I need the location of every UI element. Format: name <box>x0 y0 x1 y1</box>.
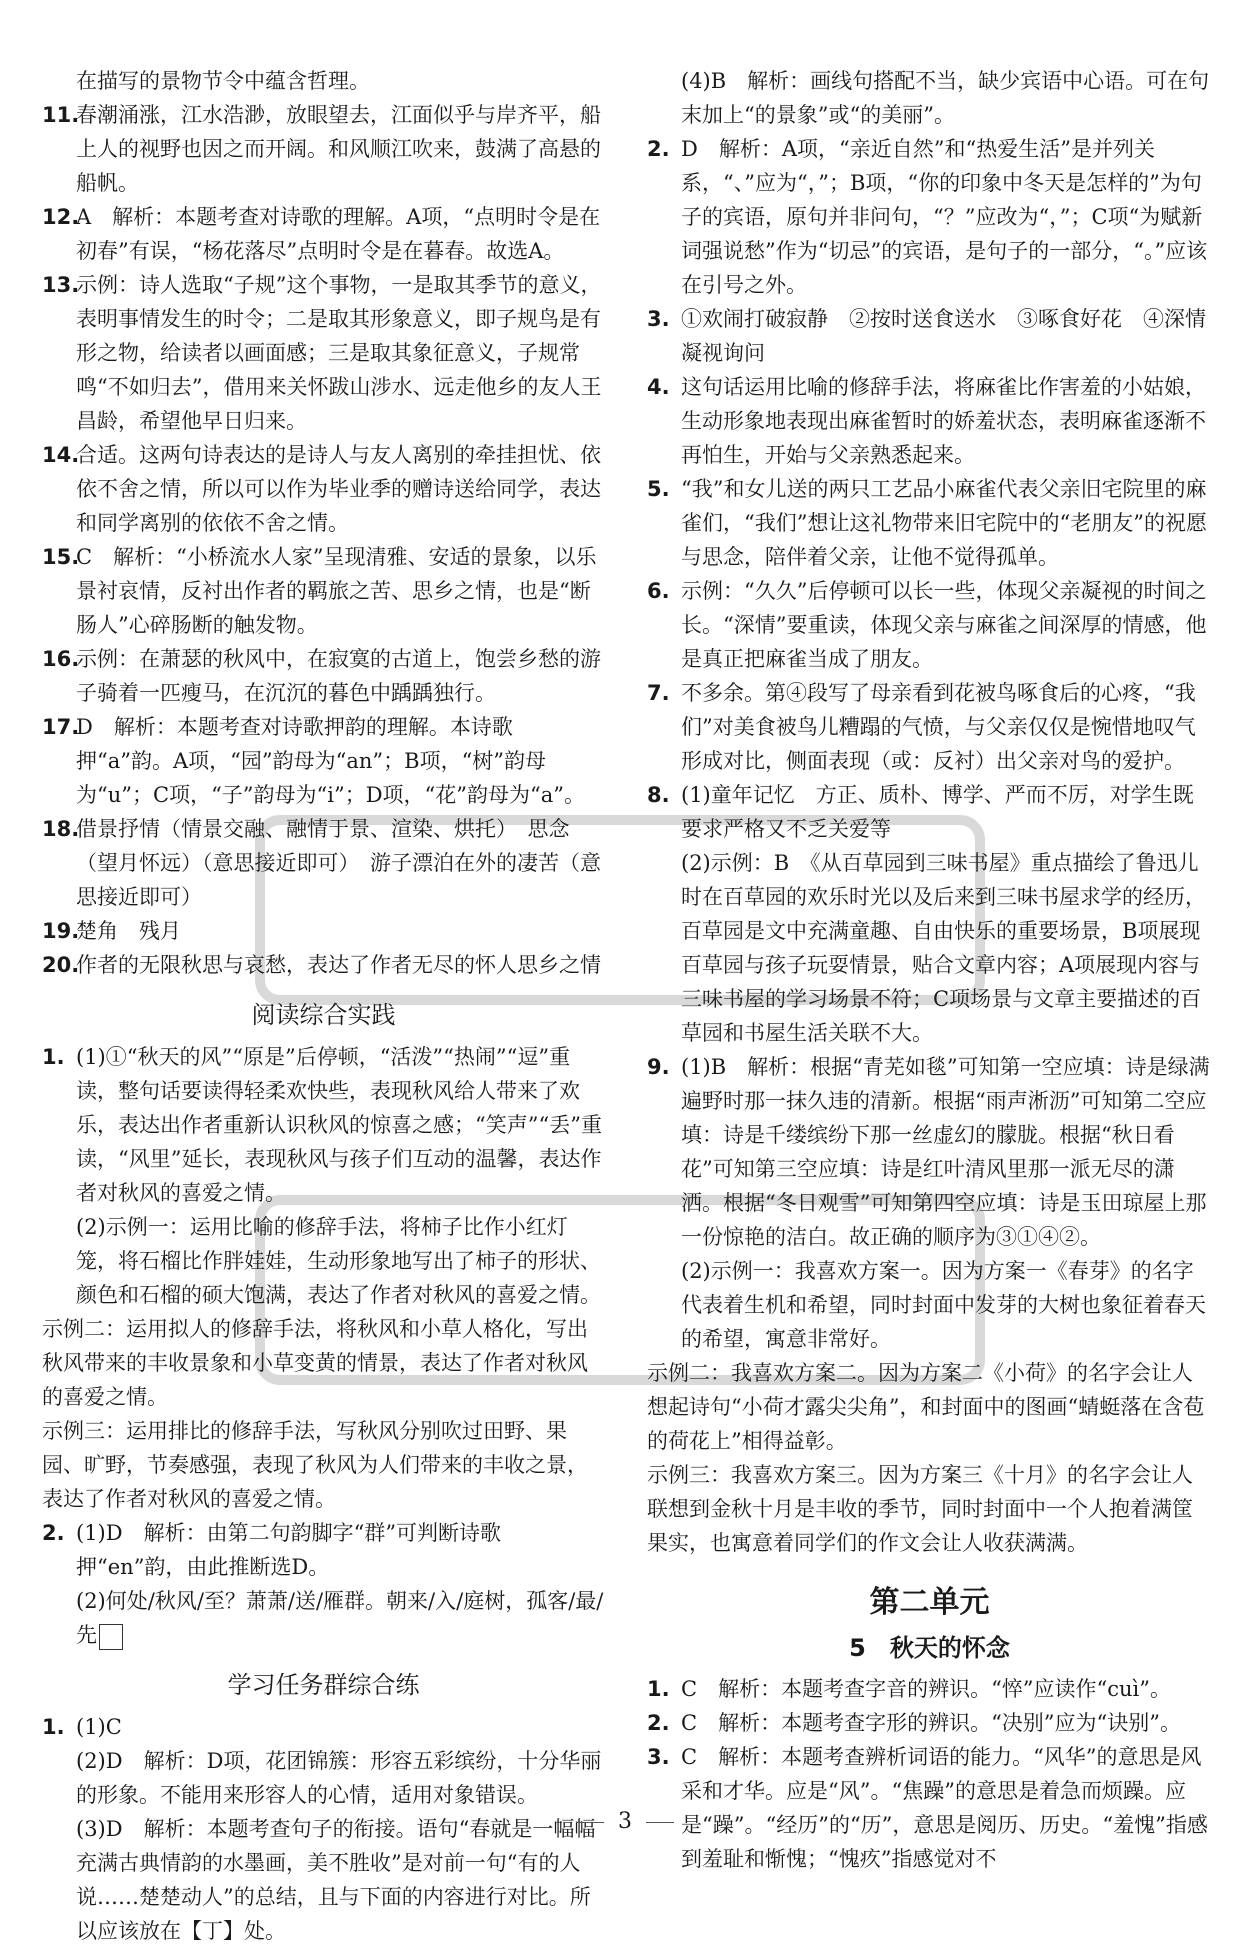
answer-number: 7. <box>647 681 670 705</box>
answer-part: 示例二：运用拟人的修辞手法，将秋风和小草人格化，写出秋风带来的丰收景象和小草变黄的情景，表达了作者对秋风的喜爱之情。 <box>42 1317 588 1409</box>
answer-text: D 解析：本题考查对诗歌押韵的理解。本诗歌押“a”韵。A项，“园”韵母为“an”；B项，“树”韵母为“u”；C项，“子”韵母为“i”；D项，“花”韵母为“a”。 <box>76 715 586 807</box>
answer-number: 15. <box>42 545 80 569</box>
answer-part: (3)D 解析：本题考查句子的衔接。语句“春就是一幅幅充满古典情韵的水墨画，美不胜收”是对前一句“有的人说……楚楚动人”的总结，且与下面的内容进行对比。所以应该放在【丁】处。 <box>76 1817 596 1943</box>
answer-item <box>647 778 1212 1050</box>
page-number-text: 3 <box>618 1809 632 1834</box>
answer-item <box>42 438 605 540</box>
answer-item <box>42 1040 605 1312</box>
answer-number: 18. <box>42 817 80 841</box>
answer-item <box>42 914 605 948</box>
answer-number: 3. <box>647 307 670 331</box>
answer-text: C 解析：本题考查字形的辨识。“决别”应为“诀别”。 <box>681 1711 1182 1735</box>
answer-item <box>42 98 605 200</box>
answer-list <box>647 1672 1212 1876</box>
section-title-reading: 阅读综合实践 <box>251 1001 396 1029</box>
lesson-title: 5 秋天的怀念 <box>849 1634 1010 1662</box>
answer-item <box>647 1672 1212 1706</box>
answer-number: 9. <box>647 1055 670 1079</box>
answer-text: 作者的无限秋思与哀愁，表达了作者无尽的怀人思乡之情 <box>76 953 601 977</box>
answer-part: (1)D 解析：由第二句韵脚字“群”可判断诗歌押“en”韵，由此推断选D。 <box>76 1521 502 1579</box>
answer-number: 2. <box>647 137 670 161</box>
answer-part: (2)示例：B 《从百草园到三味书屋》重点描绘了鲁迅儿时在百草园的欢乐时光以及后来到三味书屋求学的经历，百草园是文中充满童趣、自由快乐的重要场景，B项展现百草园与孩子玩耍情景，贴合文章内容；A项展现内容与三味书屋的学习场景不符；C项场景与文章主要描述的百草园和书屋生活关联不大。 <box>681 851 1206 1045</box>
poem-text: (2)何处/秋风/至？萧萧/送/雁群。朝来/入/庭树，孤客/最/先 <box>76 1589 604 1647</box>
answer-text: 不多余。第④段写了母亲看到花被鸟啄食后的心疼，“我们”对美食被鸟儿糟蹋的气愤，与父亲仅仅是惋惜地叹气形成对比，侧面表现（或：反衬）出父亲对鸟的爱护。 <box>681 681 1196 773</box>
blank-box <box>99 1624 123 1650</box>
answer-part: (1)C <box>76 1715 122 1739</box>
answer-item <box>647 676 1212 778</box>
answer-list <box>647 132 1212 778</box>
left-column <box>42 64 605 1948</box>
answer-text: C 解析：本题考查字音的辨识。“悴”应读作“cuì”。 <box>681 1677 1172 1701</box>
answer-text: A 解析：本题考查对诗歌的理解。A项，“点明时令是在初春”有误，“杨花落尽”点明时令是在暮春。故选A。 <box>76 205 601 263</box>
answer-part: (2)示例一：我喜欢方案一。因为方案一《春芽》的名字代表着生机和希望，同时封面中发芽的大树也象征着春天的希望，寓意非常好。 <box>681 1259 1206 1351</box>
continued-paragraph <box>647 64 1212 132</box>
right-column <box>647 64 1212 1876</box>
answer-part <box>76 1584 605 1652</box>
answer-item <box>647 302 1212 370</box>
answer-text: 春潮涌涨，江水浩渺，放眼望去，江面似乎与岸齐平，船上人的视野也因之而开阔。和风顺江吹来，鼓满了高悬的船帆。 <box>76 103 601 195</box>
answer-item <box>647 472 1212 574</box>
answer-text: 示例：在萧瑟的秋风中，在寂寞的古道上，饱尝乡愁的游子骑着一匹瘦马，在沉沉的暮色中踽踽独行。 <box>76 647 601 705</box>
page-number <box>0 1805 1250 1839</box>
answer-number: 4. <box>647 375 670 399</box>
answer-item <box>42 540 605 642</box>
answer-number: 14. <box>42 443 80 467</box>
answer-number: 13. <box>42 273 80 297</box>
answer-part: 示例三：运用排比的修辞手法，写秋风分别吹过田野、果园、旷野，节奏感强，表现了秋风为人们带来的丰收之景，表达了作者对秋风的喜爱之情。 <box>42 1419 588 1511</box>
continued-paragraph <box>42 64 605 98</box>
answer-part: (1)童年记忆 方正、质朴、博学、严而不厉，对学生既要求严格又不乏关爱等 <box>681 783 1194 841</box>
answer-example <box>647 1356 1212 1560</box>
answer-text: ①欢闹打破寂静 ②按时送食送水 ③啄食好花 ④深情凝视询问 <box>681 307 1206 365</box>
answer-number: 5. <box>647 477 670 501</box>
answer-number: 2. <box>647 1711 670 1735</box>
answer-part: (2)D 解析：D项，花团锦簇：形容五彩缤纷，十分华丽的形象。不能用来形容人的心情，适用对象错误。 <box>76 1749 602 1807</box>
answer-item <box>42 642 605 710</box>
answer-number: 12. <box>42 205 80 229</box>
answer-text: 合适。这两句诗表达的是诗人与友人离别的牵挂担忧、依依不舍之情，所以可以作为毕业季的赠诗送给同学，表达和同学离别的依依不舍之情。 <box>76 443 601 535</box>
answer-number: 1. <box>42 1715 65 1739</box>
answer-part: (1)B 解析：根据“青芜如毯”可知第一空应填：诗是绿满遍野时那一抹久违的清新。根据“雨声淅沥”可知第二空应填：诗是千缕缤纷下那一丝虚幻的朦胧。根据“秋日看花”可知第三空应填：诗是红叶清风里那一派无尽的潇洒。根据“冬日观雪”可知第四空应填：诗是玉田琼屋上那一份惊艳的洁白。故正确的顺序为③①④②。 <box>681 1055 1210 1249</box>
answer-number: 6. <box>647 579 670 603</box>
answer-text: C 解析：本题考查辨析词语的能力。“风华”的意思是风采和才华。应是“风”。“焦躁”的意思是着急而烦躁。应是“躁”。“经历”的“历”，意思是阅历、历史。“羞愧”指感到羞耻和惭愧；“愧疚”指感觉对不 <box>681 1745 1208 1871</box>
answer-text: 示例：诗人选取“子规”这个事物，一是取其季节的意义，表明事情发生的时令；二是取其形象意义，即子规鸟是有形之物，给读者以画面感；三是取其象征意义，子规常鸣“不如归去”，借用来关怀跋山涉水、远走他乡的友人王昌龄，希望他早日归来。 <box>76 273 602 433</box>
answer-number: 17. <box>42 715 80 739</box>
answer-item <box>647 132 1212 302</box>
continued-text: 在描写的景物节令中蕴含哲理。 <box>76 69 370 93</box>
answer-item <box>42 1516 605 1652</box>
answer-example <box>42 1312 605 1516</box>
answer-item <box>647 1050 1212 1356</box>
answer-text: 示例：“久久”后停顿可以长一些，体现父亲凝视的时间之长。“深情”要重读，体现父亲与麻雀之间深厚的情感，他是真正把麻雀当成了朋友。 <box>681 579 1207 671</box>
answer-part: (2)示例一：运用比喻的修辞手法，将柿子比作小红灯笼，将石榴比作胖娃娃，生动形象地写出了柿子的形状、颜色和石榴的硕大饱满，表达了作者对秋风的喜爱之情。 <box>76 1215 601 1307</box>
answer-number: 1. <box>42 1045 65 1069</box>
answer-text: “我”和女儿送的两只工艺品小麻雀代表父亲旧宅院里的麻雀们，“我们”想让这礼物带来旧宅院中的“老朋友”的祝愿与思念，陪伴着父亲，让他不觉得孤单。 <box>681 477 1207 569</box>
answer-number: 19. <box>42 919 80 943</box>
answer-number: 8. <box>647 783 670 807</box>
answer-number: 1. <box>647 1677 670 1701</box>
answer-item <box>42 948 605 982</box>
section-title-practice: 学习任务群综合练 <box>227 1671 420 1699</box>
answer-text: C 解析：“小桥流水人家”呈现清雅、安适的景象，以乐景衬哀情，反衬出作者的羁旅之苦、思乡之情，也是“断肠人”心碎肠断的触发物。 <box>76 545 597 637</box>
answer-number: 2. <box>42 1521 65 1545</box>
answer-part: 示例三：我喜欢方案三。因为方案三《十月》的名字会让人联想到金秋十月是丰收的季节，同时封面中一个人抱着满筐果实，也寓意着同学们的作文会让人收获满满。 <box>647 1463 1193 1555</box>
answer-list <box>42 98 605 982</box>
continued-text: (4)B 解析：画线句搭配不当，缺少宾语中心语。可在句末加上“的景象”或“的美丽”。 <box>681 69 1210 127</box>
answer-item <box>647 370 1212 472</box>
page-dash-left <box>576 1822 604 1823</box>
answer-number: 11. <box>42 103 80 127</box>
unit-title: 第二单元 <box>869 1585 990 1620</box>
answer-part: (1)①“秋天的风”“原是”后停顿，“活泼”“热闹”“逗”重读，整句话要读得轻柔欢快些，表现秋风给人带来了欢乐，表达出作者重新认识秋风的惊喜之感；“笑声”“丢”重读，“风里”延长，表现秋风与孩子们互动的温馨，表达作者对秋风的喜爱之情。 <box>76 1045 602 1205</box>
answer-text: 楚角 残月 <box>76 919 181 943</box>
answer-text: 这句话运用比喻的修辞手法，将麻雀比作害羞的小姑娘，生动形象地表现出麻雀暂时的娇羞状态，表明麻雀逐渐不再怕生，开始与父亲熟悉起来。 <box>681 375 1206 467</box>
answer-item <box>42 200 605 268</box>
answer-item <box>42 710 605 812</box>
answer-item <box>42 268 605 438</box>
answer-text: 借景抒情（情景交融、融情于景、渲染、烘托） 思念（望月怀远）（意思接近即可） 游子漂泊在外的凄苦（意思接近即可） <box>76 817 601 909</box>
answer-number: 20. <box>42 953 80 977</box>
answer-text: D 解析：A项，“亲近自然”和“热爱生活”是并列关系，“、”应为“，”；B项，“你的印象中冬天是怎样的”为句子的宾语，原句并非问句，“？”应改为“，”；C项“为赋新词强说愁”作为“切忌”的宾语，是句子的一部分，“。”应该在引号之外。 <box>681 137 1208 297</box>
answer-part: 示例二：我喜欢方案二。因为方案二《小荷》的名字会让人想起诗句“小荷才露尖尖角”，和封面中的图画“蜻蜓落在含苞的荷花上”相得益彰。 <box>647 1361 1205 1453</box>
page-dash-right <box>646 1822 674 1823</box>
answer-number: 16. <box>42 647 80 671</box>
answer-number: 3. <box>647 1745 670 1769</box>
answer-item <box>42 812 605 914</box>
answer-item <box>647 574 1212 676</box>
answer-item <box>647 1706 1212 1740</box>
